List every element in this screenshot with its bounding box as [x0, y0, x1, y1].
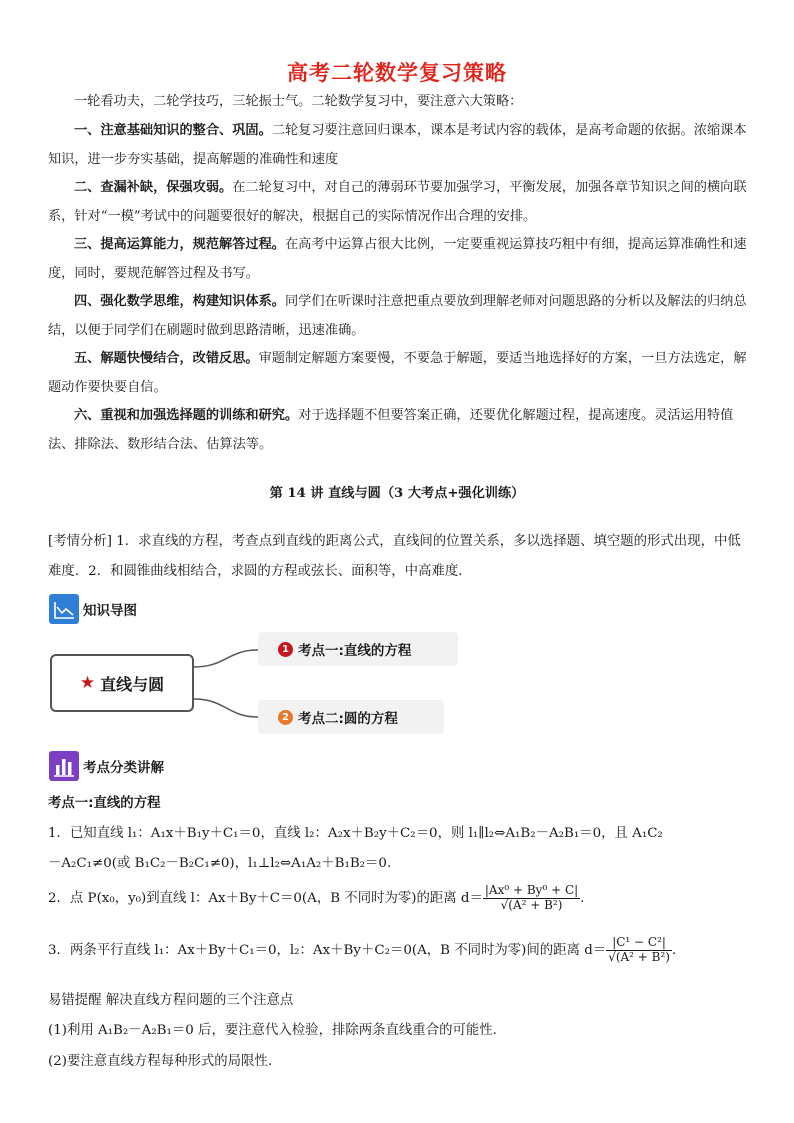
item-1-line-2: －A₂C₁≠0(或 B₁C₂－B₂C₁≠0)，l₁⊥l₂⇔A₁A₂＋B₁B₂＝0.	[48, 856, 392, 871]
item-1-line-1: 1．已知直线 l₁：A₁x＋B₁y＋C₁＝0，直线 l₂：A₂x＋B₂y＋C₂＝0，则 l₁∥l₂⇔A₁B₂－A₂B₁＝0，且 A₁C₂	[48, 826, 663, 841]
intro-paragraph: 一轮看功夫，二轮学技巧，三轮振士气。二轮数学复习中，要注意六大策略：	[74, 94, 523, 109]
strategy-5-head: 五、解题快慢结合，改错反思。	[74, 351, 259, 366]
tip-1: (1)利用 A₁B₂－A₂B₁＝0 后，要注意代入检验，排除两条直线重合的可能性.	[48, 1023, 497, 1038]
exam-analysis: [考情分析] 1．求直线的方程，考查点到直线的距离公式，直线间的位置关系，多以选择题、填空题的形式出现，中低难度．2．和圆锥曲线相结合，求圆的方程或弦长、面积等，中高难度．	[48, 534, 741, 579]
strategy-3-head: 三、提高运算能力，规范解答过程。	[74, 237, 285, 252]
star-icon: ★	[79, 673, 96, 693]
item-3: 3．两条平行直线 l₁：Ax＋By＋C₁＝0，l₂：Ax＋By＋C₂＝0(A，B 不同时为零)间的距离 d＝ $\frac{\text{|C¹ − C²|}}{\text{√(A² + B²)}}$ .	[48, 935, 677, 964]
classify-label: 考点分类讲解	[83, 760, 164, 776]
topic-1-title: 考点一:直线的方程	[48, 796, 161, 811]
parallel-distance-formula	[606, 936, 672, 965]
strategy-2-body: 在二轮复习中，对自己的薄弱环节要加强学习，平衡发展，加强各章节知识之间的横向联系，针对“一模”考试中的问题要很好的解决，根据自己的实际情况作出合理的安排。	[48, 180, 747, 224]
strategy-5-body: 审题制定解题方案要慢，不要急于解题，要适当地选择好的方案，一旦方法选定，解题动作要快要自信。	[48, 351, 747, 395]
mind-map-node-1	[258, 632, 458, 666]
node-1-badge: 1	[278, 642, 293, 657]
strategy-6-body: 对于选择题不但要答案正确，还要优化解题过程，提高速度。灵活运用特值法、排除法、数形结合法、估算法等。	[48, 408, 734, 452]
parallel-numerator: |C¹ − C²|	[606, 936, 672, 951]
mind-map-node-2	[258, 700, 444, 734]
strategy-2-head: 二、查漏补缺，保强攻弱。	[74, 180, 233, 195]
distance-denominator: √(A² + B²)	[500, 897, 563, 912]
lecture-title: 第 14 讲 直线与圆（3 大考点+强化训练）	[269, 486, 525, 501]
strategy-4-body: 同学们在听课时注意把重点要放到理解老师对问题思路的分析以及解法的归纳总结，以便于同学们在刷题时做到思路清晰，迅速准确。	[48, 294, 747, 338]
knowledge-map-label: 知识导图	[83, 603, 137, 619]
page-title: 高考二轮数学复习策略	[287, 61, 507, 85]
item-2-text: 2．点 P(x₀，y₀)到直线 l：Ax＋By＋C＝0(A，B 不同时为零)的距离 d＝	[48, 890, 483, 906]
strategy-6-head: 六、重视和加强选择题的训练和研究。	[74, 408, 299, 423]
strategy-1-body: 二轮复习要注意回归课本，课本是考试内容的载体，是高考命题的依据。浓缩课本知识，进一步夯实基础，提高解题的准确性和速度	[48, 123, 747, 167]
tip-title: 易错提醒 解决直线方程问题的三个注意点	[48, 993, 294, 1008]
item-3-text: 3．两条平行直线 l₁：Ax＋By＋C₁＝0，l₂：Ax＋By＋C₂＝0(A，B 不同时为零)间的距离 d＝	[48, 942, 607, 958]
strategy-4-head: 四、强化数学思维，构建知识体系。	[74, 294, 285, 309]
bar-chart-icon	[49, 751, 79, 781]
item-2: 2．点 P(x₀，y₀)到直线 l：Ax＋By＋C＝0(A，B 不同时为零)的距离 d＝ $\frac{\text{|Ax⁰ + By⁰ + C|}}{\text{√(A² + B²)}}$ .	[48, 883, 585, 912]
node-2-label: 考点二:圆的方程	[298, 711, 398, 727]
distance-numerator: |Ax⁰ + By⁰ + C|	[484, 883, 579, 897]
parallel-denominator: √(A² + B²)	[608, 949, 670, 964]
mind-map-root	[50, 654, 194, 712]
distance-formula	[483, 884, 580, 913]
strategy-1-head: 一、注意基础知识的整合、巩固。	[74, 123, 272, 138]
strategy-3-body: 在高考中运算占很大比例，一定要重视运算技巧粗中有细，提高运算准确性和速度，同时，要规范解答过程及书写。	[48, 237, 747, 281]
node-2-badge: 2	[278, 710, 293, 725]
tip-2: (2)要注意直线方程每种形式的局限性.	[48, 1054, 273, 1069]
mind-map-root-label: 直线与圆	[100, 674, 165, 694]
node-1-label: 考点一:直线的方程	[298, 643, 412, 659]
classify-header	[49, 751, 164, 781]
